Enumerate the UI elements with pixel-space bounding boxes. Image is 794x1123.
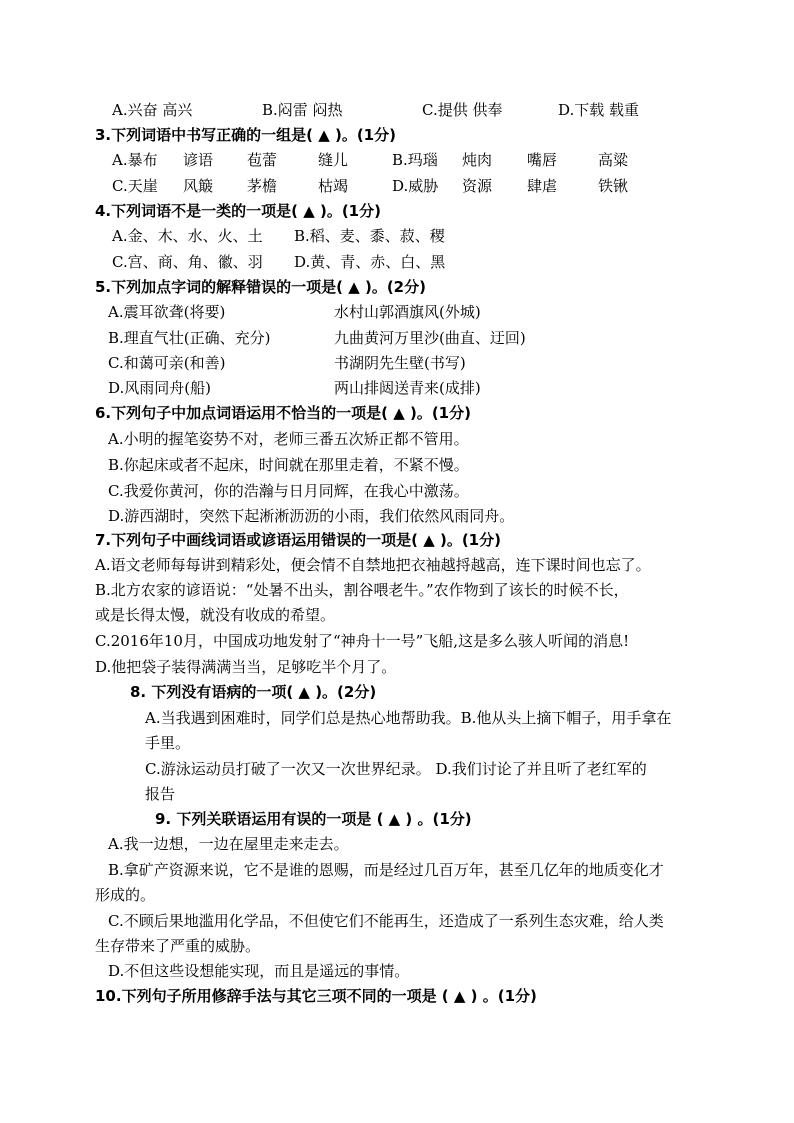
q3-r1-2: 谚语 xyxy=(183,151,214,169)
q6-option-d: D.游西湖时，突然下起淅淅沥沥的小雨，我们依然风雨同舟。 xyxy=(108,507,515,525)
q4-option-a: A.金、木、水、火、土 xyxy=(112,227,263,245)
q3-r2-2: 风簸 xyxy=(183,177,214,195)
q3-r2-3: 茅檐 xyxy=(247,177,278,195)
q3-r2-5: D.威胁 xyxy=(392,177,439,195)
q5-right-c: 书湖阴先生壁(书写) xyxy=(334,354,466,372)
q2-option-c: C.提供 供奉 xyxy=(422,101,503,119)
q7-stem: 7.下列句子中画线词语或谚语运用错误的一项是( ▲ )。(1分) xyxy=(95,531,501,549)
q2-option-d: D.下载 载重 xyxy=(558,101,640,119)
q9-option-a: A.我一边想，一边在屋里走来走去。 xyxy=(108,835,349,853)
q5-left-d: D.风雨同舟(船) xyxy=(108,379,211,397)
q4-stem: 4.下列词语不是一类的一项是( ▲ )。(1分) xyxy=(95,202,381,220)
q3-r1-8: 高粱 xyxy=(598,151,629,169)
q5-stem: 5.下列加点字词的解释错误的一项是( ▲ )。(2分) xyxy=(95,278,426,296)
q7-option-b-line1: B.北方农家的谚语说：“处暑不出头，割谷喂老牛。”农作物到了该长的时候不长， xyxy=(95,581,629,599)
q5-right-b: 九曲黄河万里沙(曲直、迂回) xyxy=(334,329,526,347)
q9-option-d: D.不但这些设想能实现，而且是遥远的事情。 xyxy=(108,962,410,980)
q7-option-c: C.2016年10月，中国成功地发射了“神舟十一号”飞船,这是多么骇人听闻的消息! xyxy=(95,632,630,650)
q5-left-b: B.理直气壮(正确、充分) xyxy=(108,329,271,347)
q3-r1-5: B.玛瑙 xyxy=(392,151,438,169)
q7-option-b-line2: 或是长得太慢，就没有收成的希望。 xyxy=(95,606,336,624)
q4-option-b: B.稻、麦、黍、菽、稷 xyxy=(294,227,445,245)
q6-option-c: C.我爱你黄河，你的浩瀚与日月同辉，在我心中激荡。 xyxy=(108,482,469,500)
q7-option-d: D.他把袋子装得满满当当，足够吃半个月了。 xyxy=(95,658,397,676)
q9-option-b-line2: 形成的。 xyxy=(95,886,156,904)
q8-options-cd-line2: 报告 xyxy=(145,785,176,803)
q3-r2-7: 肆虐 xyxy=(527,177,558,195)
q9-option-c-line1: C.不顾后果地滥用化学品，不但使它们不能再生，还造成了一系列生态灾难，给人类 xyxy=(108,912,664,930)
q9-option-c-line2: 生存带来了严重的威胁。 xyxy=(95,937,261,955)
q9-option-b-line1: B.拿矿产资源来说，它不是谁的恩赐，而是经过几百万年，甚至几亿年的地质变化才 xyxy=(108,861,664,879)
q3-stem: 3.下列词语中书写正确的一组是( ▲ )。(1分) xyxy=(95,126,396,144)
q3-r1-1: A.暴布 xyxy=(112,151,158,169)
q6-option-b: B.你起床或者不起床，时间就在那里走着，不紧不慢。 xyxy=(108,456,469,474)
q7-option-a: A.语文老师每每讲到精彩处，便会情不自禁地把衣袖越捋越高，连下课时间也忘了。 xyxy=(95,556,651,574)
q2-option-b: B.闷雷 闷热 xyxy=(262,101,343,119)
q9-stem: 9. 下列关联语运用有误的一项是 ( ▲ ) 。(1分) xyxy=(155,810,472,828)
q3-r1-3: 苞蕾 xyxy=(247,151,278,169)
q5-right-d: 两山排闼送青来(成排) xyxy=(334,379,481,397)
q4-option-d: D.黄、青、赤、白、黑 xyxy=(294,253,446,271)
q3-r1-4: 缝儿 xyxy=(318,151,349,169)
q5-left-c: C.和蔼可亲(和善) xyxy=(108,354,226,372)
q5-left-a: A.震耳欲聋(将要) xyxy=(108,303,226,321)
q8-options-ab-line1: A.当我遇到困难时，同学们总是热心地帮助我。B.他从头上摘下帽子，用手拿在 xyxy=(145,709,672,727)
q3-r2-1: C.天崖 xyxy=(112,177,158,195)
q3-r2-6: 资源 xyxy=(462,177,493,195)
q3-r1-6: 炖肉 xyxy=(462,151,493,169)
q3-r1-7: 嘴唇 xyxy=(527,151,558,169)
q10-stem: 10.下列句子所用修辞手法与其它三项不同的一项是 ( ▲ ) 。(1分) xyxy=(95,987,537,1005)
q5-right-a: 水村山郭酒旗风(外城) xyxy=(334,303,481,321)
q6-option-a: A.小明的握笔姿势不对，老师三番五次矫正都不管用。 xyxy=(108,430,469,448)
q4-option-c: C.宫、商、角、徽、羽 xyxy=(112,253,263,271)
q8-options-cd-line1: C.游泳运动员打破了一次又一次世界纪录。 D.我们讨论了并且听了老红军的 xyxy=(145,760,647,778)
q8-stem: 8. 下列没有语病的一项( ▲ )。(2分) xyxy=(130,683,377,701)
q3-r2-4: 枯竭 xyxy=(318,177,349,195)
q8-options-ab-line2: 手里。 xyxy=(145,734,191,752)
q6-stem: 6.下列句子中加点词语运用不恰当的一项是( ▲ )。(1分) xyxy=(95,404,471,422)
q2-option-a: A.兴奋 高兴 xyxy=(112,101,193,119)
q3-r2-8: 铁锹 xyxy=(598,177,629,195)
